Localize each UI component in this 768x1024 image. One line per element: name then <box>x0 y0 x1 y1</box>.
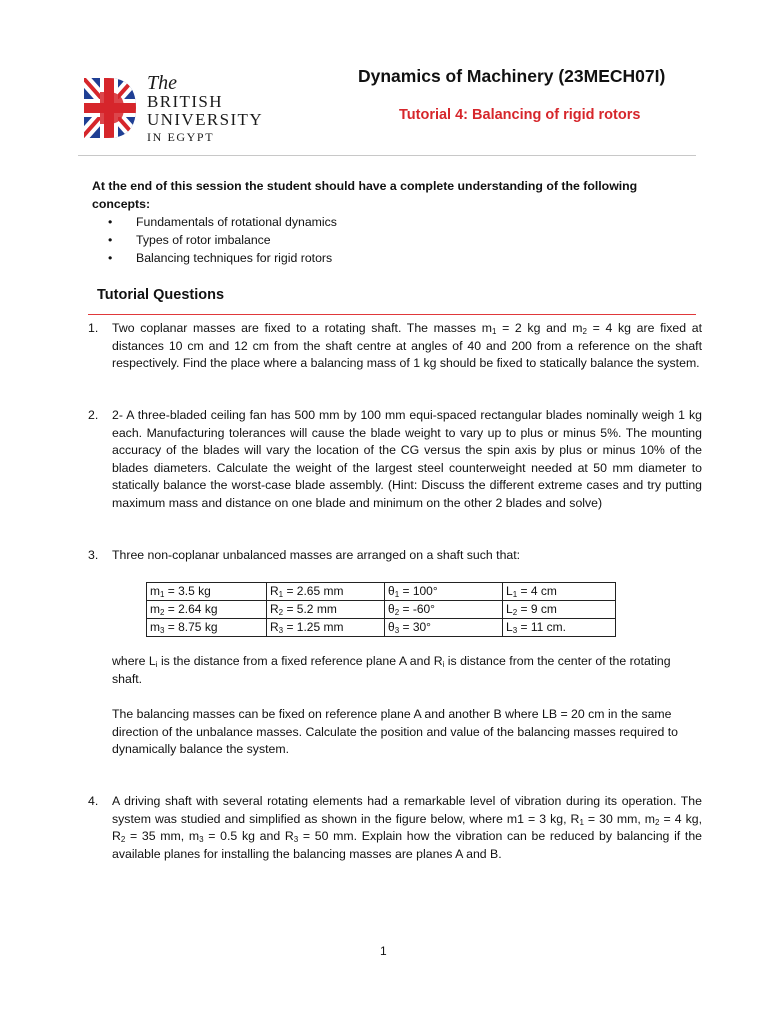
question-1 <box>88 320 702 373</box>
bullet-icon: • <box>108 251 113 265</box>
bullet-icon: • <box>108 233 113 247</box>
concept-label: Fundamentals of rotational dynamics <box>136 215 337 229</box>
table-cell: $\theta_1 = 100^\circ$ <box>385 583 503 601</box>
learning-outcomes-intro: At the end of this session the student should have a complete understanding of the following concepts: <box>92 179 638 211</box>
table-explanation: where $L_i$ is the distance from a fixed reference plane A and $R_i$ is distance from the center of the rotating shaft. <box>112 654 671 686</box>
table-cell: $m_3 = 8.75$ kg <box>147 619 267 637</box>
question-text: = 4 kg are fixed at distances 10 cm and 12 cm from the shaft centre at angles of 40 and 200 from a reference on the shaft respectively. Find the place where a balancing mass of 1 kg should be fixed to statically balance the system. <box>112 321 702 371</box>
logo-line-university: UNIVERSITY <box>147 110 263 129</box>
concepts-list <box>108 214 337 268</box>
section-title: Tutorial Questions <box>97 287 225 303</box>
question-number: 3. <box>88 548 99 562</box>
course-title: Dynamics of Machinery (23MECH07I) <box>358 66 666 86</box>
question-2 <box>88 407 702 513</box>
table-cell: $L_1 = 4$ cm <box>503 583 616 601</box>
question-text: 2- A three-bladed ceiling fan has 500 mm by 100 mm equi-spaced rectangular blades nominally weigh 1 kg each. Manufacturing tolerances will cause the blade weight to vary up to plus or minus 5%. The mounting accuracy of the blades will vary the location of the CG versus the spin axis by plus or minus 10% of the blades diameters. Calculate the weight of the largest steel counterweight needed at 50 mm diameter to statically balance the worst-case blade assembly. (Hint: Discuss the different extreme cases and try putting maximum mass and distance on one blade and minimum on the other 2 blades and solve) <box>112 408 702 510</box>
university-logo <box>78 70 278 150</box>
table-cell: $R_1 = 2.65$ mm <box>267 583 385 601</box>
subscript: 2 <box>582 327 587 336</box>
question-text: Two coplanar masses are fixed to a rotating shaft. The masses m <box>112 321 492 335</box>
logo-line-british: BRITISH <box>147 92 223 111</box>
question-3 <box>88 547 702 565</box>
logo-line-in-egypt: IN EGYPT <box>147 130 215 144</box>
table-cell: $m_2 = 2.64$ kg <box>147 601 267 619</box>
section-divider <box>88 314 696 315</box>
table-row <box>147 583 616 601</box>
mass-data-table <box>146 582 616 637</box>
list-item <box>108 232 337 250</box>
page-number: 1 <box>380 944 387 958</box>
union-flag-emblem-icon <box>78 72 140 142</box>
question-number: 1. <box>88 321 99 335</box>
concept-label: Balancing techniques for rigid rotors <box>136 251 333 265</box>
bullet-icon: • <box>108 215 113 229</box>
table-cell: $L_2 = 9$ cm <box>503 601 616 619</box>
table-row <box>147 619 616 637</box>
concept-label: Types of rotor imbalance <box>136 233 271 247</box>
list-item <box>108 250 337 268</box>
table-cell: $R_2 = 5.2$ mm <box>267 601 385 619</box>
table-row <box>147 601 616 619</box>
question-text: Three non-coplanar unbalanced masses are arranged on a shaft such that: <box>112 548 521 562</box>
table-cell: $R_3 = 1.25$ mm <box>267 619 385 637</box>
table-cell: $m_1 = 3.5$ kg <box>147 583 267 601</box>
logo-line-the: The <box>147 72 177 94</box>
table-cell: $\theta_2 = -60^\circ$ <box>385 601 503 619</box>
subscript: 1 <box>491 327 497 336</box>
question-4: 4. A driving shaft with several rotating elements had a remarkable level of vibration during its operation. The system was studied and simplified as shown in the figure below, where m1 = 3 kg, $R_1 = 30$ mm, $m_2 = 4$ kg, $R_2 = 35$ mm, $m_3 = 0.5$ kg and $R_3 = 50$ mm. Explain how the vibration can be reduced by balancing if the available planes for installing the balancing masses are planes A and B. <box>88 794 703 861</box>
question-number: 2. <box>88 408 99 422</box>
balancing-instructions: The balancing masses can be fixed on reference plane A and another B where LB = 20 cm in the same direction of the unbalance masses. Calculate the position and value of the balancing masses required to dynamically balance the system. <box>112 707 679 757</box>
question-text: = 2 kg and m <box>496 321 583 335</box>
table-cell: $L_3 = 11$ cm. <box>503 619 616 637</box>
list-item <box>108 214 337 232</box>
question-number: 4. <box>88 794 99 808</box>
header-divider <box>78 155 696 156</box>
table-cell: $\theta_3 = 30^\circ$ <box>385 619 503 637</box>
tutorial-title: Tutorial 4: Balancing of rigid rotors <box>399 107 641 123</box>
